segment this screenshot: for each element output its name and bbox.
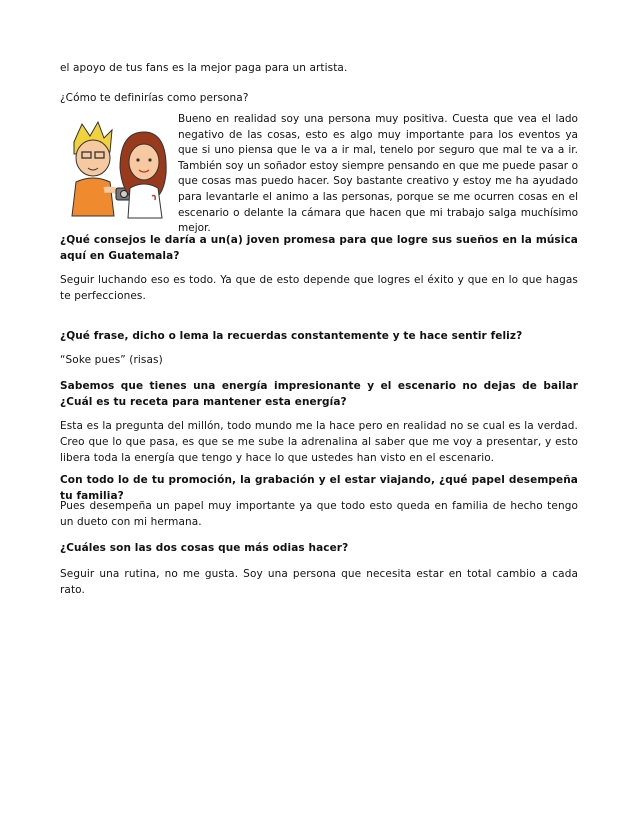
answer-familia: Pues desempeña un papel muy importante ya que todo esto queda en familia de hecho tengo un dueto con mi hermana. bbox=[60, 500, 578, 528]
question-frase: ¿Qué frase, dicho o lema la recuerdas constantemente y te hace sentir feliz? bbox=[60, 330, 523, 342]
answer-odias: Seguir una rutina, no me gusta. Soy una persona que necesita estar en total cambio a cada rato. bbox=[60, 568, 578, 596]
answer-frase: “Soke pues” (risas) bbox=[60, 354, 163, 366]
question-energia: Sabemos que tienes una energía impresionante y el escenario no dejas de bailar ¿Cuál es tu receta para mantener esta energía? bbox=[60, 380, 578, 408]
answer-definir: Bueno en realidad soy una persona muy positiva. Cuesta que vea el lado negativo de las cosas, esto es algo muy importante para los eventos ya que si uno piensa que le va a ir mal, tenelo por seguro que mal te va a ir. También soy un soñador estoy siempre pensando en que me puede pasar o que cosas mas puedo hacer. Soy bastante creativo y estoy me ha ayudado para levantarle el animo a las personas, porque se me ocurren cosas en el escenario o delante la cámara que hacen que mi trabajo salga muchísimo mejor. bbox=[178, 113, 578, 235]
question-familia: Con todo lo de tu promoción, la grabación y el estar viajando, ¿qué papel desempeña tu familia? bbox=[60, 474, 578, 502]
answer-consejos: Seguir luchando eso es todo. Ya que de esto depende que logres el éxito y que en lo que hagas te perfecciones. bbox=[60, 274, 578, 302]
answer-energia: Esta es la pregunta del millón, todo mundo me la hace pero en realidad no se cual es la verdad. Creo que lo que pasa, es que se me sube la adrenalina al saber que me voy a presentar, y esto libera toda la energía que tengo y hace lo que ustedes han visto en el escenario. bbox=[60, 420, 578, 464]
interview-illustration-icon bbox=[60, 118, 172, 226]
paragraph-intro: el apoyo de tus fans es la mejor paga para un artista. bbox=[60, 62, 348, 74]
question-consejos: ¿Qué consejos le daría a un(a) joven promesa para que logre sus sueños en la música aquí en Guatemala? bbox=[60, 234, 578, 262]
question-odias: ¿Cuáles son las dos cosas que más odias hacer? bbox=[60, 542, 349, 554]
question-definir: ¿Cómo te definirías como persona? bbox=[60, 92, 249, 104]
